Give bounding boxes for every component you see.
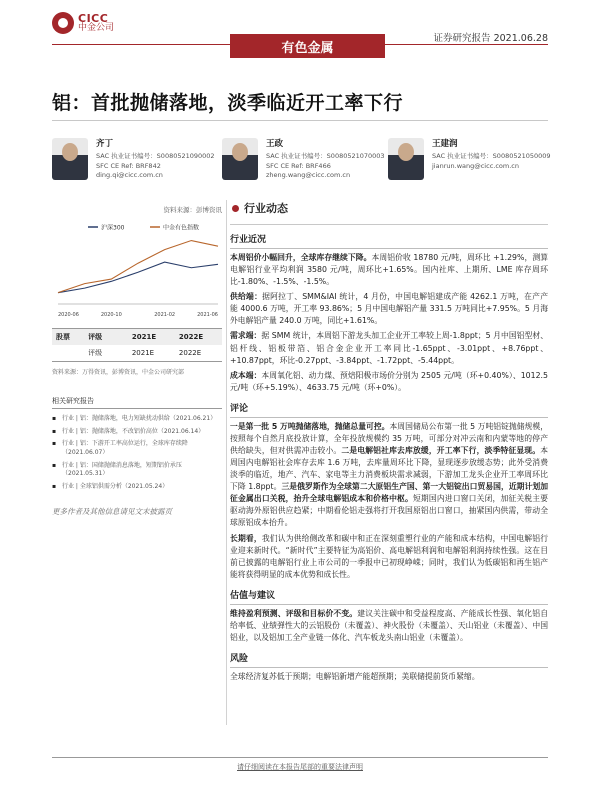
list-item[interactable]: ▪ 行业 | 铝：国储抛储消息落地，短期铝价承压（2021.05.31） xyxy=(52,461,182,478)
subsection-title: 评论 xyxy=(230,403,249,414)
list-item[interactable]: ▪ 行业 | 铝：抛储落地，电力短缺扰动供给（2021.06.21） xyxy=(52,415,217,422)
report-date: 2021.06.28 xyxy=(493,33,548,44)
legend-label: 中金有色指数 xyxy=(163,224,200,232)
related-research-list xyxy=(52,415,222,492)
bullet-icon: ▪ xyxy=(52,427,57,435)
section-dot-icon xyxy=(232,205,239,212)
paragraph: 成本端：本周氧化铝、动力煤、预焙阳极市场价分别为 2505 元/吨（环+0.40%）、1012.5 元/吨（环+5.19%）、4633.75 元/吨（环+0%）。 xyxy=(230,370,548,392)
list-item[interactable]: ▪ 行业 | 全球铝供需分析（2021.05.24） xyxy=(52,483,169,491)
section-divider xyxy=(230,224,548,225)
bullet-icon: ▪ xyxy=(52,483,57,491)
table-header: 评级 xyxy=(84,329,116,346)
paragraph: 本周铝价小幅回升，全球库存继续下降。本周铝价收 18780 元/吨，周环比 +1.29%，测算电解铝行业平均利润 3580 元/吨，周环比+1.65%。国内社库、上期所、LME 库存周环比-1.80%、-1.5%、-1.5%。 xyxy=(230,253,549,287)
table-row xyxy=(52,345,222,362)
cicc-logo-icon xyxy=(52,12,74,34)
author-email[interactable]: jianrun.wang@cicc.com.cn xyxy=(432,161,519,170)
report-meta xyxy=(434,30,548,44)
report-type: 证券研究报告 xyxy=(433,33,491,44)
title-divider xyxy=(52,120,548,121)
author-cert2: SFC CE Ref: BRF842 xyxy=(96,161,161,170)
list-item[interactable]: ▪ 行业 | 铝：下游开工率高位运行，全球库存续降（2021.06.07） xyxy=(52,440,188,457)
subsection-divider xyxy=(230,667,548,668)
list-item[interactable]: ▪ 行业 | 铝：抛储落地，不改铝价高位（2021.06.14） xyxy=(52,427,205,435)
x-tick-label: 2021-02 xyxy=(154,312,176,318)
subsection-divider xyxy=(230,417,548,418)
rating-table xyxy=(52,328,222,362)
author-card xyxy=(388,138,551,180)
series-line-1 xyxy=(58,241,218,293)
section-header xyxy=(232,200,548,216)
performance-chart xyxy=(52,220,222,320)
table-cell: 评级 xyxy=(84,345,116,362)
bullet-icon: ▪ xyxy=(52,461,57,469)
footer-disclaimer-link[interactable]: 请仔细阅读在本报告尾部的重要法律声明 xyxy=(237,763,363,771)
sector-tag: 有色金属 xyxy=(230,34,385,58)
subsection-title: 风险 xyxy=(230,654,249,665)
paragraph: 一是第一批 5 万吨抛储落地，抛储总量可控。本周国储局公布第一批 5 万吨铝锭抛储规模，按照每个自然月底投放计算，全年投放规模约 35 万吨，可部分对冲云南和内蒙等地的停产供给缺失，但对供需冲击较小。二是电解铝社库去库放缓，开工率下行，淡季特征显现。本周国内电解铝社会库存去库 1.6 万吨，去库量周环比下降，显现逐步放缓态势；此外受消费淡季的临近，地产、汽车、家电等主力消费板块需求减弱，下游加工龙头企业开工率周环比下降 1.8ppt。三是俄罗斯作为全球第二大原铝生产国、第一大铝锭出口贸易国，近期计划加征金属出口关税，抬升全球电解铝成本和价格中枢。短期国内进口窗口关闭，加征关税主要驱动海外原铝供应趋紧；中期看伦铝走强将打开我国原铝出口窗口，抽紧国内供需，带动全球原铝成本抬升。 xyxy=(230,421,549,528)
bullet-icon: ▪ xyxy=(52,415,57,422)
x-tick-label: 2020-06 xyxy=(58,312,79,318)
avatar xyxy=(222,138,258,180)
table-header: 2021E xyxy=(128,329,175,346)
paragraph: 维持盈利预测、评级和目标价不变。建议关注碳中和受益程度高、产能成长性强、氧化铝自给率低、业绩弹性大的云铝股份（未覆盖）、神火股份（未覆盖）、天山铝业（未覆盖）、中国铝业，以及铝加工全产业链一体化、汽车板龙头南山铝业（未覆盖）。 xyxy=(230,608,549,643)
table-cell xyxy=(116,345,128,362)
legend-label: 沪深300 xyxy=(101,224,125,232)
paragraph: 需求端：据 SMM 统计，本周铝下游龙头加工企业开工率较上周-1.8ppt；5 月中国铝型材、铝杆线、铝板带箔、铝合金企业开工率同比-1.65ppt、-3.01ppt、+8.76ppt、+10.87ppt，环比-0.27ppt、-3.84ppt、-1.72ppt、-5.44ppt。 xyxy=(230,331,549,365)
table-cell: 2022E xyxy=(175,345,222,362)
author-card xyxy=(52,138,215,181)
author-cert: SAC 执业证书编号：S0080521070003 xyxy=(266,152,385,161)
subsection-title: 行业近况 xyxy=(230,235,267,245)
table-header: 2022E xyxy=(175,329,222,346)
table-source-note: 资料来源：万得资讯，彭博资讯，中金公司研究部 xyxy=(52,369,185,376)
main-content xyxy=(230,200,548,683)
author-cert: SAC 执业证书编号：S0080521090002 xyxy=(96,152,215,161)
table-header: 股票 xyxy=(52,329,84,346)
section-title: 行业动态 xyxy=(244,202,288,215)
author-name: 王建润 xyxy=(432,139,458,149)
subsection-divider xyxy=(230,604,548,605)
bullet-icon: ▪ xyxy=(52,440,57,448)
author-card xyxy=(222,138,385,181)
author-name: 王政 xyxy=(266,139,284,149)
more-authors-note: 更多作者及其他信息请见文末披露页 xyxy=(52,506,172,516)
paragraph: 全球经济复苏低于预期；电解铝新增产能超预期；美联储提前货币紧缩。 xyxy=(230,672,480,682)
avatar xyxy=(388,138,424,180)
related-research-title: 相关研究报告 xyxy=(52,396,222,409)
table-cell: 2021E xyxy=(128,345,175,362)
column-divider xyxy=(226,200,227,725)
author-name: 齐丁 xyxy=(96,139,114,149)
table-header xyxy=(116,329,128,346)
author-email[interactable]: ding.qi@cicc.com.cn xyxy=(96,171,163,180)
performance-chart-svg xyxy=(52,220,222,320)
x-tick-label: 2020-10 xyxy=(100,312,122,318)
cicc-logo xyxy=(52,12,114,34)
paragraph: 长期看，我们认为供给侧改革和碳中和正在深刻重塑行业的产能和成本结构，中国电解铝行业迎来新时代。“新时代”主要特征为高铝价、高电解铝利润和电解铝利润持续性强。这在目前已披露的电解铝行业上市公司的一季报中已初现峥嵘；同时，我们认为低碳铝和再生铝产能将获得明显的成本优势和成长性。 xyxy=(230,533,549,579)
footer-divider xyxy=(52,757,548,758)
report-title: 铝：首批抛储落地，淡季临近开工率下行 xyxy=(52,92,404,114)
author-email[interactable]: zheng.wang@cicc.com.cn xyxy=(266,171,351,180)
avatar xyxy=(52,138,88,180)
subsection-title: 估值与建议 xyxy=(230,590,276,601)
chart-source: 资料来源：彭博资讯 xyxy=(163,206,222,214)
subsection-divider xyxy=(230,248,548,249)
table-cell xyxy=(52,345,84,362)
logo-cn: 中金公司 xyxy=(78,23,115,34)
series-line-0 xyxy=(58,262,218,293)
logo-en: CICC xyxy=(78,11,109,25)
x-tick-label: 2021-06 xyxy=(197,312,218,318)
paragraph: 供给端：据阿拉丁、SMM&IAI 统计，4 月份，中国电解铝建成产能 4262.1 万吨，在产产能 4000.6 万吨，开工率 93.86%；5 月中国电解铝产量 331.5 万吨同比+7.95%。5 月海外电解铝产量 240.0 万吨，同比+1.61%。 xyxy=(230,292,549,326)
author-cert2: SFC CE Ref: BRF466 xyxy=(266,161,331,170)
left-sidebar xyxy=(52,205,222,517)
author-cert: SAC 执业证书编号：S0080521050009 xyxy=(432,152,551,161)
